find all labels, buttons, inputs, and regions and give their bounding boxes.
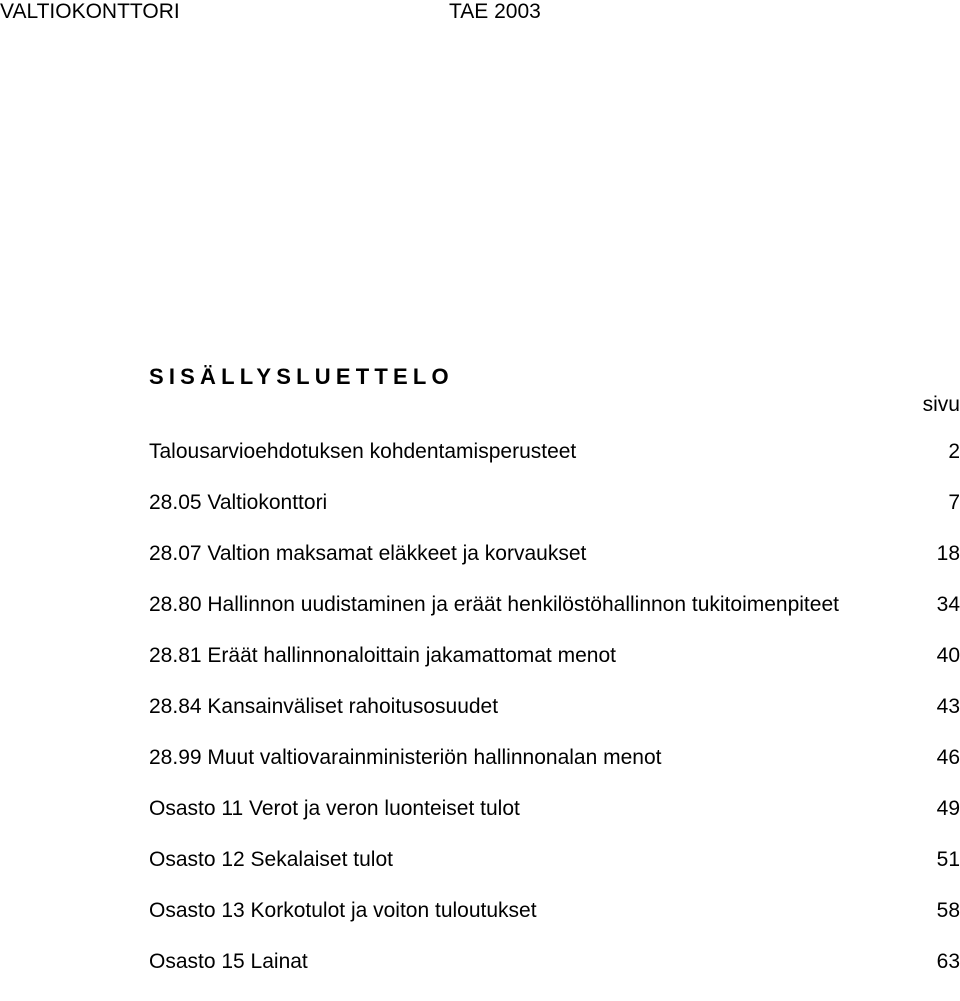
toc-entry [149,899,960,950]
toc-entry [149,746,960,797]
toc-entry-page: 7 [948,491,960,514]
toc-entry-title: Osasto 13 Korkotulot ja voiton tuloutukset [149,899,537,922]
toc-entry-title: Osasto 11 Verot ja veron luonteiset tulot [149,797,520,820]
table-of-contents [149,440,960,1001]
toc-entry-page: 63 [936,950,960,973]
toc-entry [149,797,960,848]
toc-entry-title: 28.80 Hallinnon uudistaminen ja eräät henkilöstöhallinnon tukitoimenpiteet [149,593,839,616]
header-document-code: TAE 2003 [449,0,541,23]
toc-title: SISÄLLYSLUETTELO [149,364,454,389]
toc-entry-page: 58 [936,899,960,922]
toc-entry-title: Osasto 15 Lainat [149,950,308,973]
toc-entry-title: 28.81 Eräät hallinnonaloittain jakamattomat menot [149,644,616,667]
toc-entry-page: 46 [936,746,960,769]
toc-entry [149,695,960,746]
toc-entry-title: Talousarvioehdotuksen kohdentamisperusteet [149,440,577,463]
toc-entry [149,644,960,695]
toc-entry [149,491,960,542]
toc-entry-title: 28.84 Kansainväliset rahoitusosuudet [149,695,499,718]
toc-entry [149,848,960,899]
toc-entry-page: 18 [936,542,960,565]
toc-entry-page: 43 [936,695,960,718]
toc-entry [149,542,960,593]
toc-entry-title: 28.07 Valtion maksamat eläkkeet ja korvaukset [149,542,587,565]
toc-entry-page: 49 [936,797,960,820]
toc-entry [149,950,960,1001]
toc-entry [149,440,960,491]
toc-entry-page: 34 [936,593,960,616]
toc-entry-title: Osasto 12 Sekalaiset tulot [149,848,393,871]
page-column-label: sivu [922,393,960,416]
toc-entry-title: 28.05 Valtiokonttori [149,491,328,514]
header-office-name: VALTIOKONTTORI [0,0,180,23]
toc-entry-title: 28.99 Muut valtiovarainministeriön hallinnonalan menot [149,746,662,769]
toc-entry-page: 40 [936,644,960,667]
toc-entry-page: 2 [948,440,960,463]
toc-entry-page: 51 [936,848,960,871]
toc-entry [149,593,960,644]
